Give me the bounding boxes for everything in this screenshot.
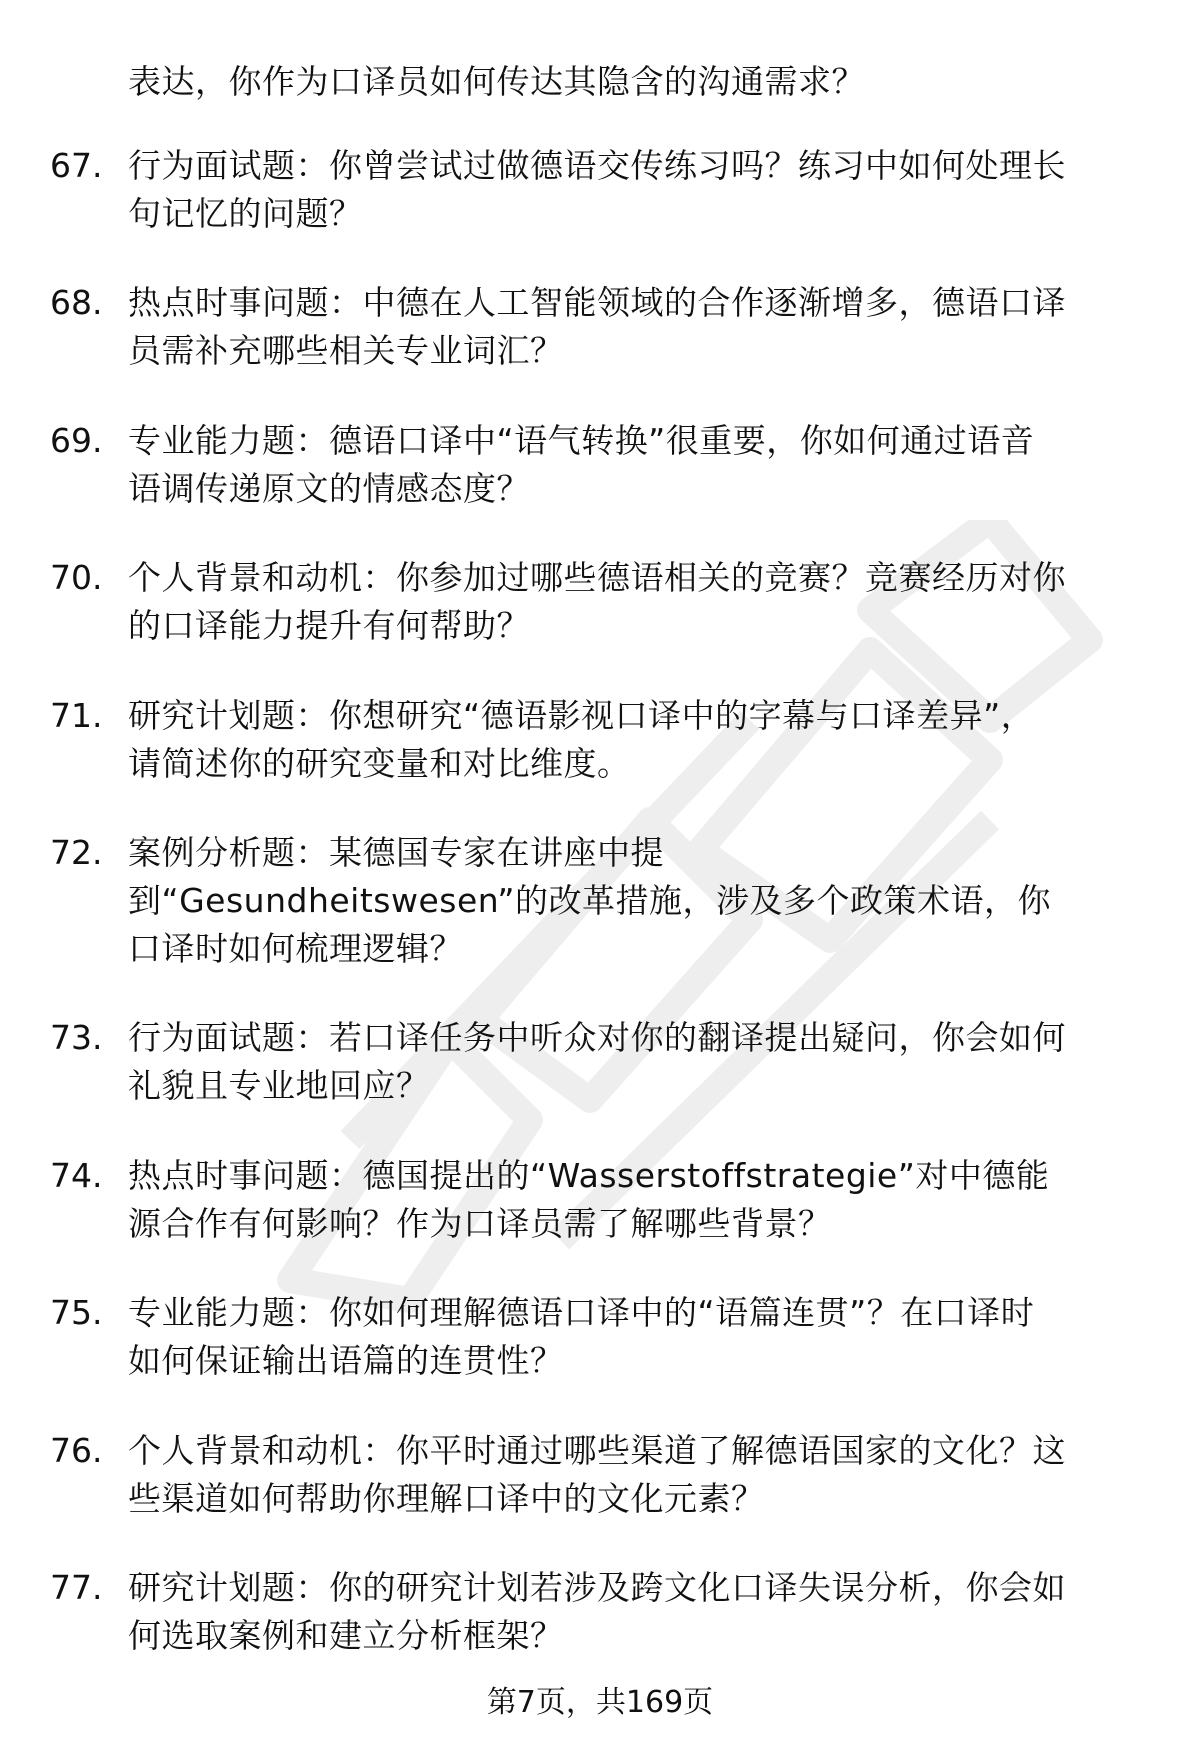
question-item [0, 1014, 1200, 1110]
question-number: 70. [50, 558, 103, 598]
question-item [0, 279, 1200, 375]
question-number: 76. [50, 1430, 103, 1470]
question-list [0, 142, 1200, 1701]
question-item [0, 1289, 1200, 1385]
question-item [0, 1564, 1200, 1660]
question-text: 个人背景和动机：你平时通过哪些渠道了解德语国家的文化？这 些渠道如何帮助你理解口译中的文化元素？ [128, 1430, 1066, 1518]
question-text: 行为面试题：你曾尝试过做德语交传练习吗？练习中如何处理长 句记忆的问题？ [128, 146, 1066, 233]
question-item [0, 142, 1200, 238]
question-item [0, 554, 1200, 650]
question-item [0, 692, 1200, 788]
question-number: 71. [50, 695, 103, 735]
question-text: 热点时事问题：德国提出的“Wasserstoffstrategie”对中德能 源合作有何影响？作为口译员需了解哪些背景？ [128, 1155, 1050, 1243]
question-text: 研究计划题：你想研究“德语影视口译中的字幕与口译差异”， 请简述你的研究变量和对比维度。 [128, 695, 1035, 783]
question-text: 热点时事问题：中德在人工智能领域的合作逐渐增多，德语口译 员需补充哪些相关专业词汇？ [128, 283, 1066, 371]
page-footer: 第7页，共169页 [486, 1685, 714, 1720]
question-number: 69. [50, 420, 103, 460]
question-item [0, 1152, 1200, 1248]
question-number: 77. [50, 1567, 103, 1607]
question-number: 68. [50, 283, 103, 323]
question-text: 专业能力题：德语口译中“语气转换”很重要，你如何通过语音 语调传递原文的情感态度？ [128, 420, 1035, 508]
continued-question-line: 表达，你作为口译员如何传达其隐含的沟通需求？ [128, 62, 865, 101]
question-item [0, 829, 1200, 973]
question-number: 67. [50, 146, 103, 185]
question-text: 行为面试题：若口译任务中听众对你的翻译提出疑问，你会如何 礼貌且专业地回应？ [128, 1018, 1066, 1106]
question-number: 75. [50, 1293, 103, 1333]
question-text: 专业能力题：你如何理解德语口译中的“语篇连贯”？在口译时 如何保证输出语篇的连贯性？ [128, 1293, 1035, 1381]
question-text: 研究计划题：你的研究计划若涉及跨文化口译失误分析，你会如 何选取案例和建立分析框架？ [128, 1567, 1066, 1655]
question-number: 72. [50, 832, 103, 872]
question-text: 个人背景和动机：你参加过哪些德语相关的竞赛？竞赛经历对你 的口译能力提升有何帮助？ [128, 558, 1066, 646]
question-text: 案例分析题：某德国专家在讲座中提 到“Gesundheitswesen”的改革措施，涉及多个政策术语，你 口译时如何梳理逻辑？ [128, 832, 1051, 968]
question-number: 73. [50, 1018, 103, 1058]
question-item [0, 417, 1200, 513]
question-item [0, 1427, 1200, 1523]
question-number: 74. [50, 1155, 103, 1195]
